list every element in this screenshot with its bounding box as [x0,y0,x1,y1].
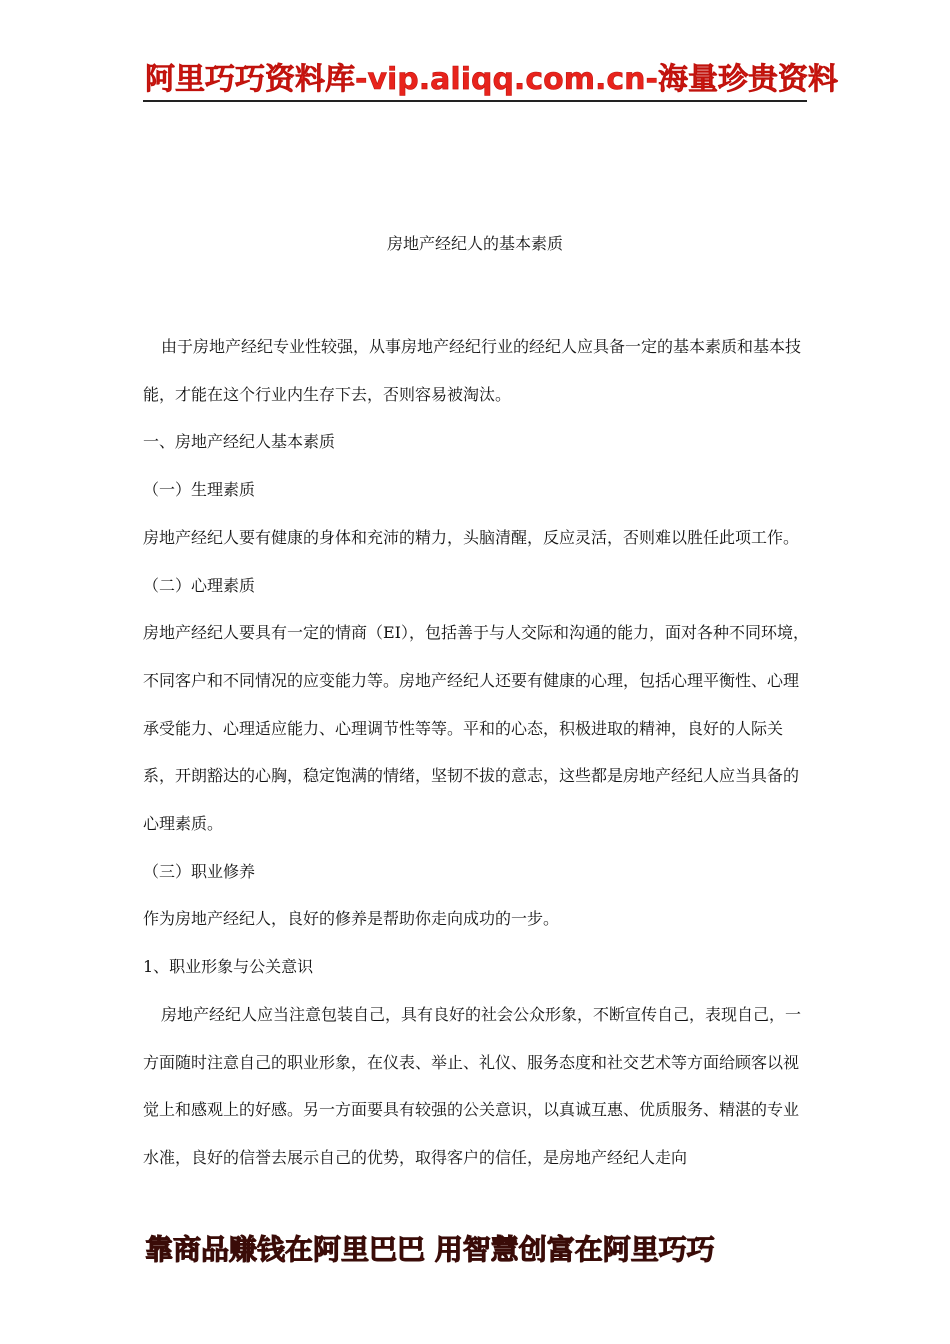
body-paragraph-professional: 作为房地产经纪人，良好的修养是帮助你走向成功的一步。 [143,909,560,929]
footer-banner: 靠商品赚钱在阿里巴巴 用智慧创富在阿里巧巧 [145,1233,715,1266]
header-divider [143,100,807,102]
document-body [143,323,811,1182]
body-paragraph-psychological: 房地产经纪人要具有一定的情商（EI），包括善于与人交际和沟通的能力，面对各种不同环境，不同客户和不同情况的应变能力等。房地产经纪人还要有健康的心理，包括心理平衡性、心理承受能力、心理适应能力、心理调节性等等。平和的心态，积极进取的精神，良好的人际关系，开朗豁达的心胸，稳定饱满的情绪，坚韧不拔的意志，这些都是房地产经纪人应当具备的心理素质。 [143,623,810,834]
document-title: 房地产经纪人的基本素质 [386,234,563,253]
section-heading-1: 一、房地产经纪人基本素质 [143,432,336,452]
intro-paragraph: 由于房地产经纪专业性较强，从事房地产经纪行业的经纪人应具备一定的基本素质和基本技能，才能在这个行业内生存下去，否则容易被淘汰。 [143,337,802,404]
subsection-heading-physical: （一）生理素质 [143,480,256,500]
body-paragraph-image: 房地产经纪人应当注意包装自己，具有良好的社会公众形象，不断宣传自己，表现自己，一方面随时注意自己的职业形象，在仪表、举止、礼仪、服务态度和社交艺术等方面给顾客以视觉上和感观上的好感。另一方面要具有较强的公关意识，以真诚互惠、优质服务、精湛的专业水准，良好的信誉去展示自己的优势，取得客户的信任，是房地产经纪人走向 [143,1004,802,1167]
item-heading-image: 1、职业形象与公关意识 [143,957,314,977]
subsection-heading-professional: （三）职业修养 [143,861,256,881]
header-banner: 阿里巧巧资料库-vip.aliqq.com.cn-海量珍贵资料 [145,62,838,97]
subsection-heading-psychological: （二）心理素质 [143,575,256,595]
body-paragraph-physical: 房地产经纪人要有健康的身体和充沛的精力，头脑清醒，反应灵活，否则难以胜任此项工作。 [143,527,800,547]
